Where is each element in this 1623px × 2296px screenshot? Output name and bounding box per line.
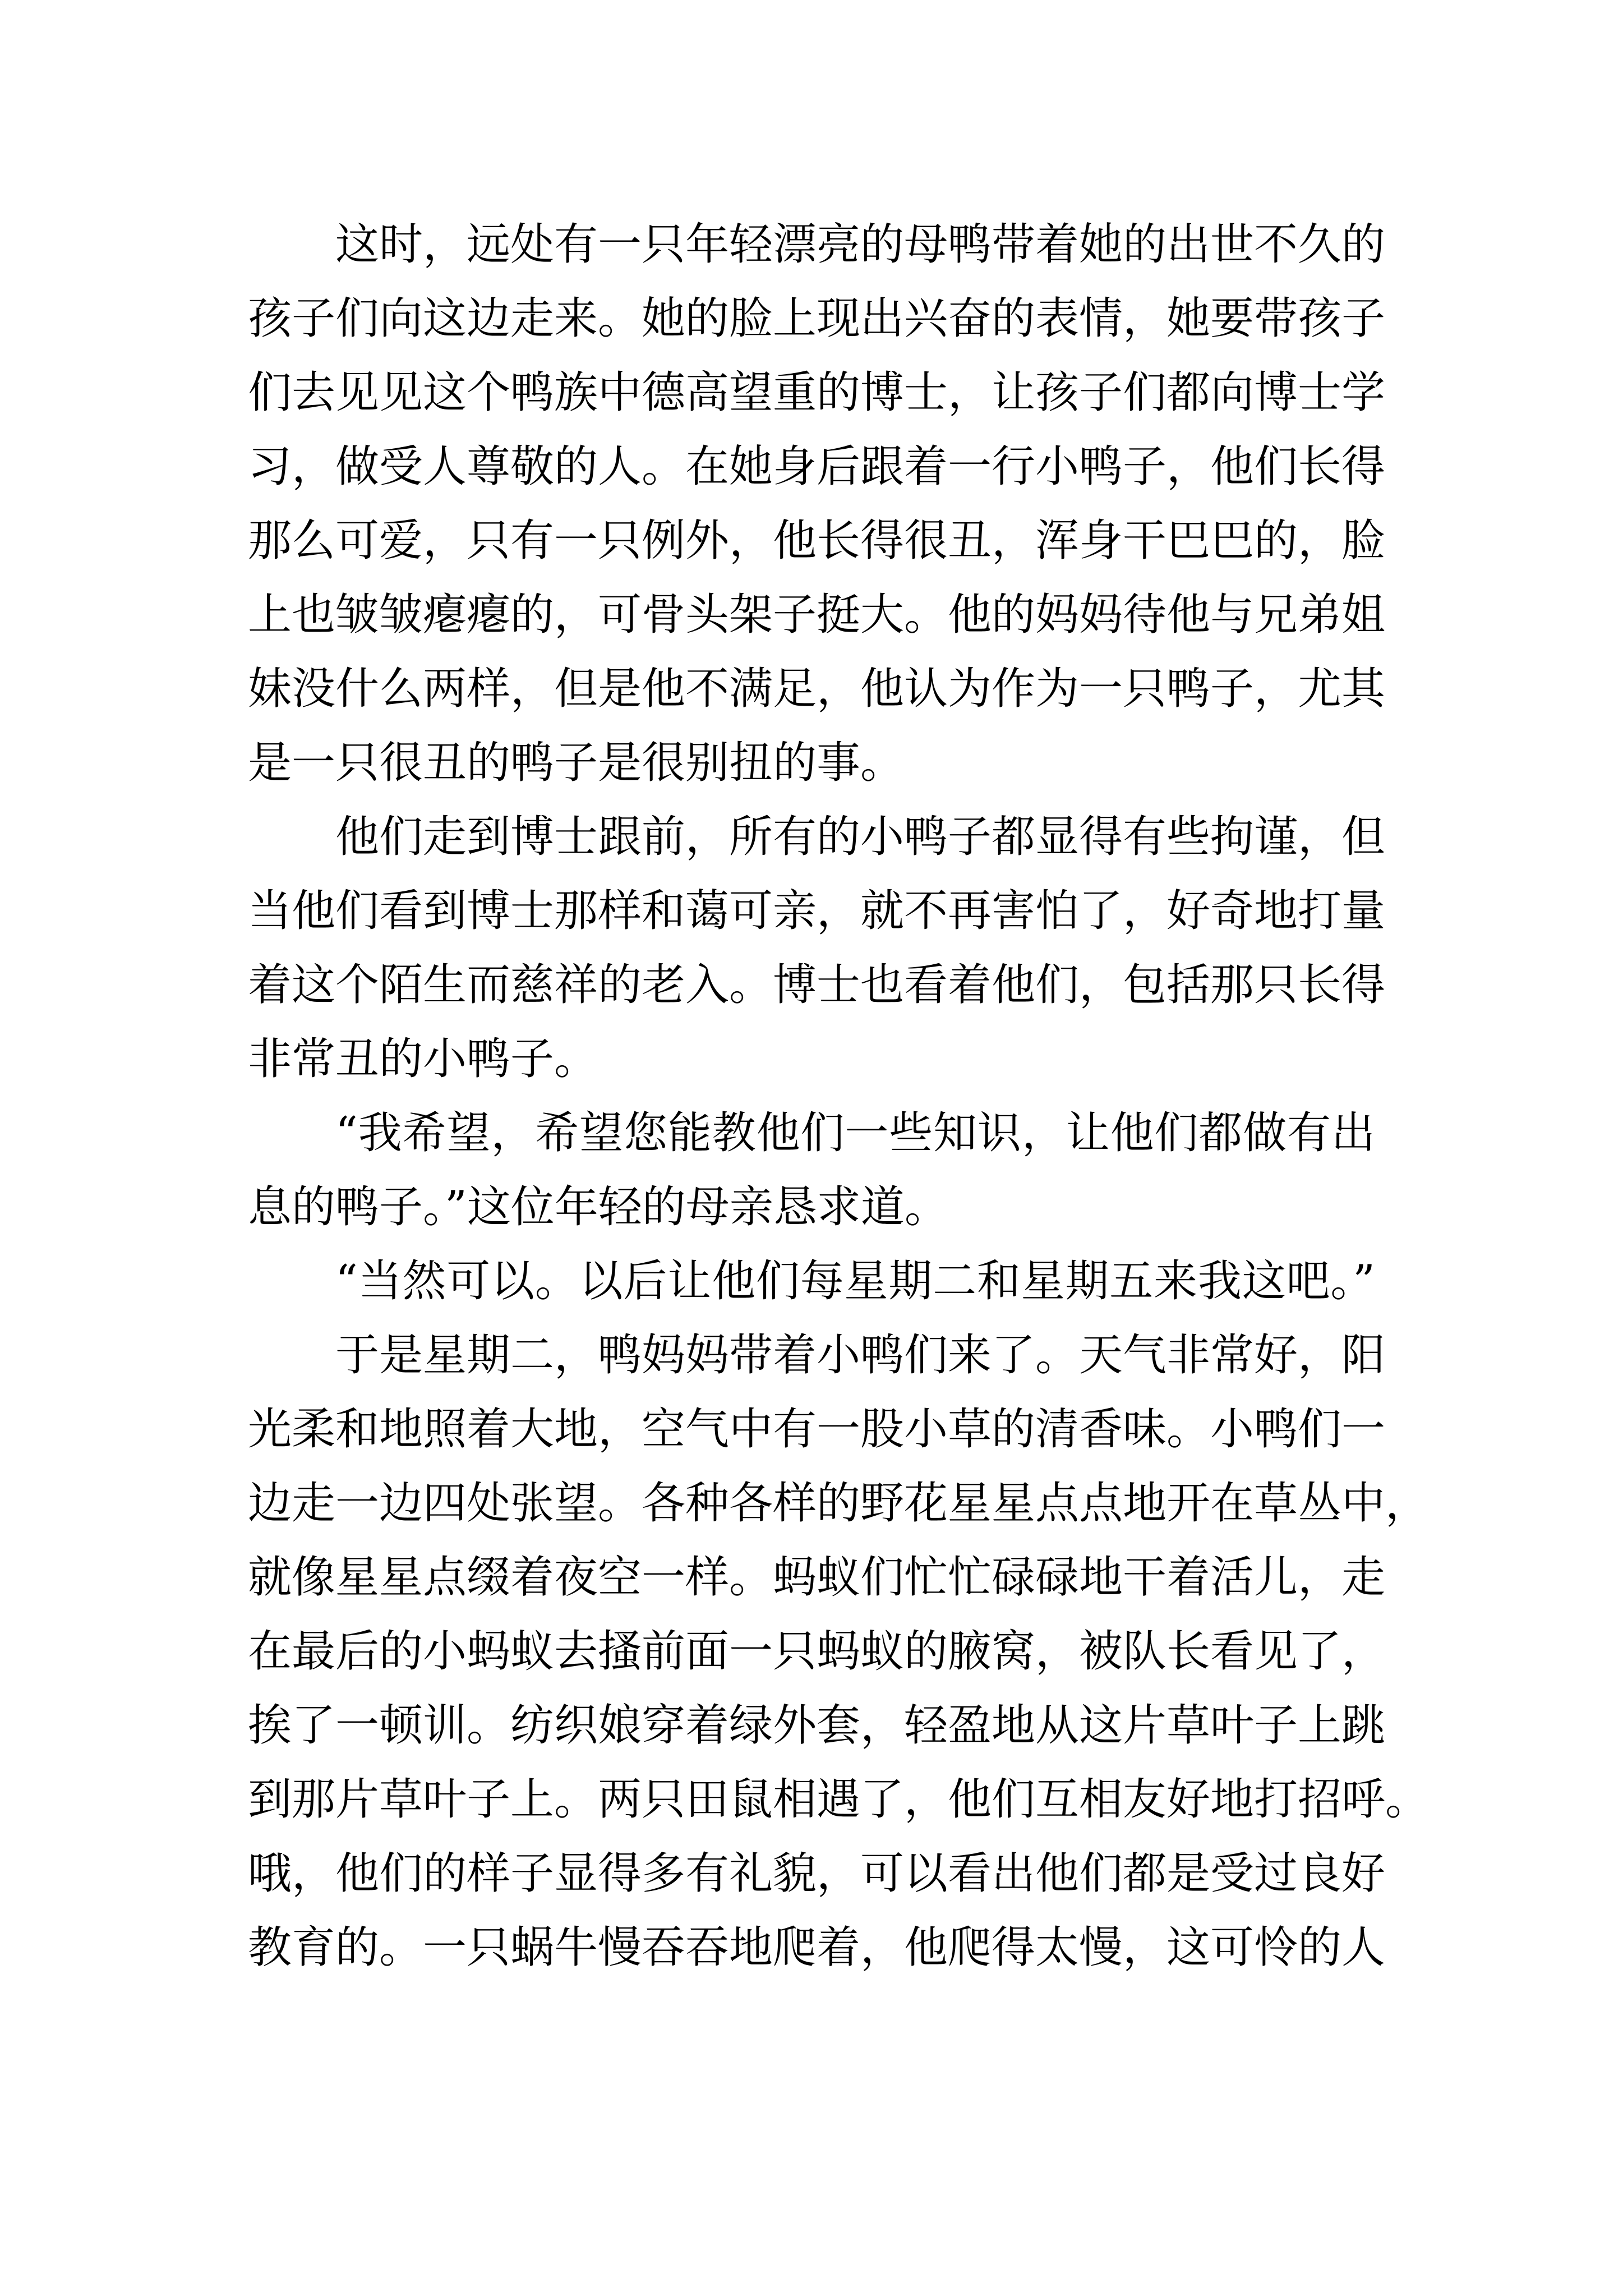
text-line: “当然可以。以后让他们每星期二和星期五来我这吧。” [335,1256,1375,1306]
body-text [248,208,1430,1985]
text-line: 当他们看到博士那样和蔼可亲，就不再害怕了，好奇地打量 [248,886,1386,936]
text-line: 上也皱皱瘪瘪的，可骨头架子挺大。他的妈妈待他与兄弟姐 [248,590,1386,640]
text-line: 是一只很丑的鸭子是很别扭的事。 [248,738,905,788]
text-line: 孩子们向这边走来。她的脸上现出兴奋的表情，她要带孩子 [248,293,1386,344]
text-line: 哦，他们的样子显得多有礼貌，可以看出他们都是受过良好 [248,1848,1386,1899]
text-line: 着这个陌生而慈祥的老入。博士也看着他们，包括那只长得 [248,960,1386,1010]
text-line: 们去见见这个鸭族中德高望重的博士，让孩子们都向博士学 [248,367,1386,418]
text-line: 在最后的小蚂蚁去搔前面一只蚂蚁的腋窝，被队长看见了， [248,1626,1386,1677]
text-line: 非常丑的小鸭子。 [248,1034,598,1084]
text-line: 那么可爱，只有一只例外，他长得很丑，浑身干巴巴的，脸 [248,516,1386,566]
text-line: 教育的。一只蜗牛慢吞吞地爬着，他爬得太慢，这可怜的人 [248,1922,1386,1973]
text-line: 他们走到博士跟前，所有的小鸭子都显得有些拘谨，但 [335,812,1386,862]
text-line: 到那片草叶子上。两只田鼠相遇了，他们互相友好地打招呼。 [248,1774,1430,1825]
text-line: 妹没什么两样，但是他不满足，他认为作为一只鸭子，尤其 [248,664,1386,714]
text-line: 挨了一顿训。纺织娘穿着绿外套，轻盈地从这片草叶子上跳 [248,1700,1386,1751]
text-line: 就像星星点缀着夜空一样。蚂蚁们忙忙碌碌地干着活儿，走 [248,1552,1386,1603]
text-line: 息的鸭子。”这位年轻的母亲恳求道。 [248,1182,948,1232]
text-line: 于是星期二，鸭妈妈带着小鸭们来了。天气非常好，阳 [335,1330,1386,1381]
text-line: 习，做受人尊敬的人。在她身后跟着一行小鸭子，他们长得 [248,441,1386,492]
text-line: “我希望，希望您能教他们一些知识，让他们都做有出 [335,1108,1375,1158]
text-line: 边走一边四处张望。各种各样的野花星星点点地开在草丛中， [248,1478,1430,1529]
text-line: 这时，远处有一只年轻漂亮的母鸭带着她的出世不久的 [335,219,1386,270]
text-line: 光柔和地照着大地，空气中有一股小草的清香味。小鸭们一 [248,1404,1386,1455]
